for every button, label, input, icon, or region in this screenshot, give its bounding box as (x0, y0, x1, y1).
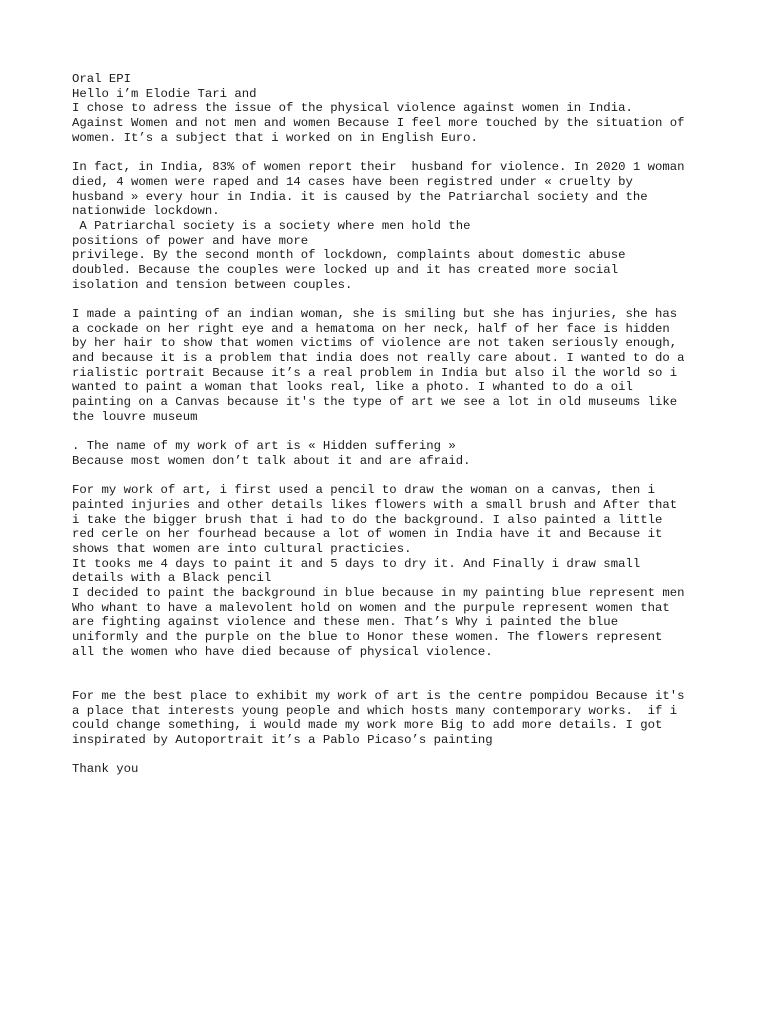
text-line: i take the bigger brush that i had to do the background. I also painted a little (72, 512, 663, 527)
text-line: Thank you (72, 762, 139, 777)
text-line: and because it is a problem that india does not really care about. I wanted to do a (72, 351, 685, 366)
text-line: . The name of my work of art is « Hidden suffering » (72, 439, 456, 454)
text-line: a place that interests young people and which hosts many contemporary works. if i (72, 703, 678, 718)
text-line: Hello i’m Elodie Tari and (72, 86, 257, 101)
blank-line (72, 425, 732, 440)
text-line: nationwide lockdown. (72, 204, 220, 219)
text-line: by her hair to show that women victims of violence are not taken seriously enough, (72, 336, 678, 351)
text-line: For me the best place to exhibit my work of art is the centre pompidou Because it's (72, 688, 685, 703)
blank-line (72, 660, 732, 675)
blank-line (72, 674, 732, 689)
blank-line (72, 748, 732, 763)
text-line: could change something, i would made my work more Big to add more details. I got (72, 718, 663, 733)
text-line: uniformly and the purple on the blue to Honor these women. The flowers represent (72, 630, 663, 645)
text-line: shows that women are into cultural practicies. (72, 542, 412, 556)
text-line: It tooks me 4 days to paint it and 5 days to dry it. And Finally i draw small (72, 556, 641, 571)
blank-line (72, 469, 732, 484)
text-line: Who whant to have a malevolent hold on women and the purpule represent women that (72, 600, 670, 615)
text-line: painted injuries and other details likes flowers with a small brush and After that (72, 497, 678, 512)
text-line: In fact, in India, 83% of women report their husband for violence. In 2020 1 woman (72, 160, 685, 175)
text-line: all the women who have died because of physical violence. (72, 644, 493, 659)
text-line: are fighting against violence and these men. That’s Why i painted the blue (72, 615, 619, 630)
text-line: the louvre museum (72, 409, 198, 424)
text-line: positions of power and have more (72, 233, 309, 248)
text-line: red cerle on her fourhead because a lot of women in India have it and Because it (72, 527, 663, 542)
blank-line (72, 145, 732, 160)
text-line: Oral EPI (72, 72, 132, 86)
text-line: I chose to adress the issue of the physical violence against women in India. (72, 101, 633, 116)
blank-line (72, 292, 732, 307)
text-line: I decided to paint the background in blue because in my painting blue represent men (72, 586, 685, 601)
text-line: details with a Black pencil (72, 571, 272, 586)
text-line: a cockade on her right eye and a hematoma on her neck, half of her face is hidden (72, 321, 670, 336)
text-line: For my work of art, i first used a pencil to draw the woman on a canvas, then i (72, 483, 655, 498)
text-line: rialistic portrait Because it’s a real problem in India but also il the world so i (72, 365, 678, 380)
document-body (72, 72, 732, 777)
text-line: women. It’s a subject that i worked on in English Euro. (72, 130, 478, 145)
text-line: Because most women don’t talk about it and are afraid. (72, 453, 471, 468)
text-line: died, 4 women were raped and 14 cases have been registred under « cruelty by (72, 174, 633, 189)
text-line: isolation and tension between couples. (72, 277, 353, 292)
text-line: wanted to paint a woman that looks real, like a photo. I whanted to do a oil (72, 380, 633, 395)
text-line: Against Women and not men and women Because I feel more touched by the situation of (72, 116, 685, 131)
text-line: doubled. Because the couples were locked up and it has created more social (72, 262, 619, 277)
text-line: I made a painting of an indian woman, she is smiling but she has injuries, she has (72, 307, 678, 321)
text-line: husband » every hour in India. it is caused by the Patriarchal society and the (72, 189, 648, 204)
text-line: inspirated by Autoportrait it’s a Pablo Picaso’s painting (72, 732, 493, 747)
text-line: privilege. By the second month of lockdown, complaints about domestic abuse (72, 248, 626, 263)
text-line: painting on a Canvas because it's the type of art we see a lot in old museums like (72, 395, 678, 410)
text-line: A Patriarchal society is a society where men hold the (72, 218, 471, 233)
